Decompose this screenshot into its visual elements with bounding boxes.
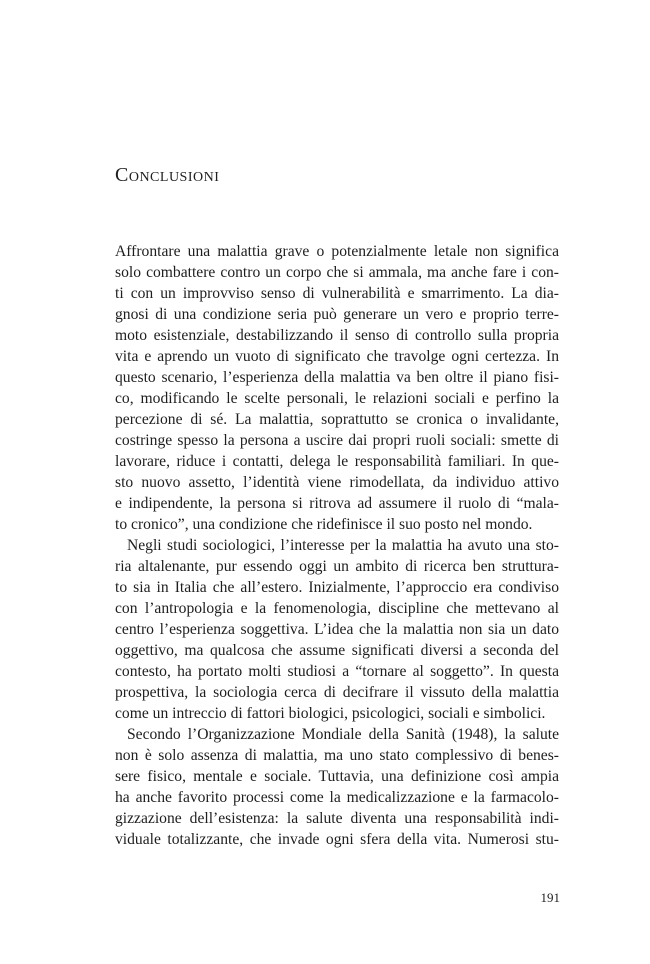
text-line: gizzazione dell’esistenza: la salute diventa una responsabilità indi- — [115, 810, 559, 827]
text-line: con l’antropologia e la fenomenologia, discipline che mettevano al — [115, 600, 559, 617]
text-line: contesto, ha portato molti studiosi a “tornare al soggetto”. In questa — [115, 663, 559, 680]
text-line: costringe spesso la persona a uscire dai propri ruoli sociali: smette di — [115, 432, 559, 449]
text-line: e indipendente, la persona si ritrova ad assumere il ruolo di “mala- — [115, 495, 559, 512]
chapter-title: Conclusioni — [115, 164, 220, 186]
paragraph-3 — [115, 724, 559, 850]
text-line: Negli studi sociologici, l’interesse per la malattia ha avuto una sto- — [127, 537, 559, 554]
text-line: percezione di sé. La malattia, soprattutto se cronica o invalidante, — [115, 411, 559, 428]
text-line: moto esistenziale, destabilizzando il senso di controllo sulla propria — [115, 327, 559, 344]
text-line: ria altalenante, pur essendo oggi un ambito di ricerca ben struttura- — [115, 558, 559, 575]
text-line: gnosi di una condizione seria può generare un vero e proprio terre- — [115, 306, 559, 323]
text-line: ha anche favorito processi come la medicalizzazione e la farmacolo- — [115, 789, 559, 806]
text-line: lavorare, riduce i contatti, delega le responsabilità familiari. In que- — [115, 453, 559, 470]
text-line: questo scenario, l’esperienza della malattia va ben oltre il piano fisi- — [115, 369, 559, 386]
page-number: 191 — [540, 890, 560, 905]
text-line: to cronico”, una condizione che ridefinisce il suo posto nel mondo. — [115, 516, 533, 533]
text-line: solo combattere contro un corpo che si ammala, ma anche fare i con- — [115, 264, 559, 281]
text-line: ti con un improvviso senso di vulnerabilità e smarrimento. La dia- — [115, 285, 559, 302]
body-text — [115, 241, 559, 850]
paragraph-1 — [115, 241, 559, 535]
text-line: centro l’esperienza soggettiva. L’idea che la malattia non sia un dato — [115, 621, 559, 638]
text-line: sto nuovo assetto, l’identità viene rimodellata, da individuo attivo — [115, 474, 559, 491]
text-line: Affrontare una malattia grave o potenzialmente letale non significa — [115, 243, 559, 260]
text-line: sere fisico, mentale e sociale. Tuttavia, una definizione così ampia — [115, 768, 559, 785]
text-line: non è solo assenza di malattia, ma uno stato complessivo di benes- — [115, 747, 559, 764]
text-line: prospettiva, la sociologia cerca di decifrare il vissuto della malattia — [115, 684, 559, 701]
paragraph-2 — [115, 535, 559, 724]
text-line: to sia in Italia che all’estero. Inizialmente, l’approccio era condiviso — [115, 579, 559, 596]
text-line: oggettivo, ma qualcosa che assume significati diversi a seconda del — [115, 642, 559, 659]
text-line: Secondo l’Organizzazione Mondiale della Sanità (1948), la salute — [127, 726, 559, 743]
text-line: come un intreccio di fattori biologici, psicologici, sociali e simbolici. — [115, 705, 546, 722]
text-line: viduale totalizzante, che invade ogni sfera della vita. Numerosi stu- — [115, 831, 559, 848]
text-line: vita e aprendo un vuoto di significato che travolge ogni certezza. In — [115, 348, 559, 365]
text-line: co, modificando le scelte personali, le relazioni sociali e perfino la — [115, 390, 559, 407]
